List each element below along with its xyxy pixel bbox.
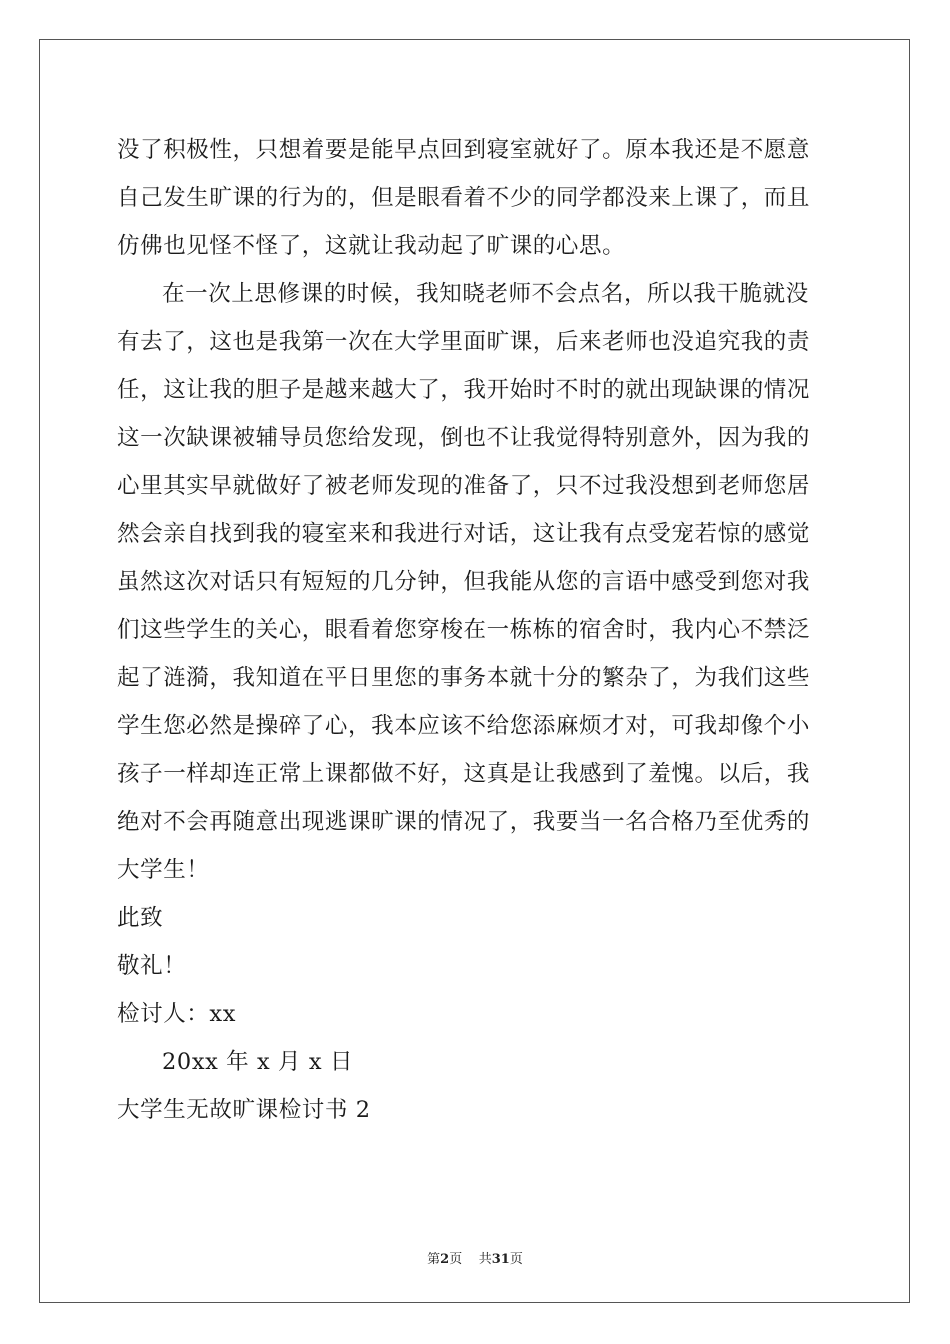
closing-respect: 敬礼！	[117, 953, 187, 979]
page-prefix: 第	[427, 1252, 441, 1267]
closing-salutation: 此致	[117, 905, 164, 931]
paragraph-line: 有去了，这也是我第一次在大学里面旷课，后来老师也没追究我的责	[117, 329, 811, 355]
paragraph-line: 起了涟漪，我知道在平日里您的事务本就十分的繁杂了，为我们这些	[117, 665, 811, 691]
paragraph-line: 然会亲自找到我的寝室来和我进行对话，这让我有点受宠若惊的感觉	[117, 521, 811, 547]
next-section-title: 大学生无故旷课检讨书 2	[117, 1097, 371, 1123]
paragraph-line: 心里其实早就做好了被老师发现的准备了，只不过我没想到老师您居	[117, 473, 811, 499]
paragraph-line: 没了积极性，只想着要是能早点回到寝室就好了。原本我还是不愿意	[117, 137, 811, 163]
paragraph-line: 们这些学生的关心，眼看着您穿梭在一栋栋的宿舍时，我内心不禁泛	[117, 617, 811, 643]
paragraph-line: 在一次上思修课的时候，我知晓老师不会点名，所以我干脆就没	[162, 281, 809, 307]
page-footer	[0, 1248, 950, 1267]
paragraph-line: 学生您必然是操碎了心，我本应该不给您添麻烦才对，可我却像个小	[117, 713, 811, 739]
signer-line: 检讨人：xx	[117, 1001, 236, 1027]
page-suffix: 页	[449, 1252, 463, 1267]
total-prefix: 共	[478, 1252, 492, 1267]
paragraph-line: 这一次缺课被辅导员您给发现，倒也不让我觉得特别意外，因为我的	[117, 425, 811, 451]
paragraph-line: 绝对不会再随意出现逃课旷课的情况了，我要当一名合格乃至优秀的	[117, 809, 811, 835]
paragraph-2	[117, 270, 837, 894]
paragraph-line: 自己发生旷课的行为的，但是眼看着不少的同学都没来上课了，而且	[117, 185, 811, 211]
paragraph-1	[117, 126, 837, 270]
total-suffix: 页	[509, 1252, 523, 1267]
page-number: 2	[440, 1252, 450, 1267]
document-body	[117, 126, 837, 1134]
paragraph-line: 孩子一样却连正常上课都做不好，这真是让我感到了羞愧。以后，我	[117, 761, 811, 787]
date-line: 20xx 年 x 月 x 日	[162, 1049, 354, 1075]
total-pages: 31	[491, 1252, 510, 1267]
paragraph-line: 虽然这次对话只有短短的几分钟，但我能从您的言语中感受到您对我	[117, 569, 811, 595]
paragraph-line: 仿佛也见怪不怪了，这就让我动起了旷课的心思。	[117, 233, 626, 259]
paragraph-line: 大学生！	[117, 857, 210, 883]
paragraph-line: 任，这让我的胆子是越来越大了，我开始时不时的就出现缺课的情况	[117, 377, 811, 403]
